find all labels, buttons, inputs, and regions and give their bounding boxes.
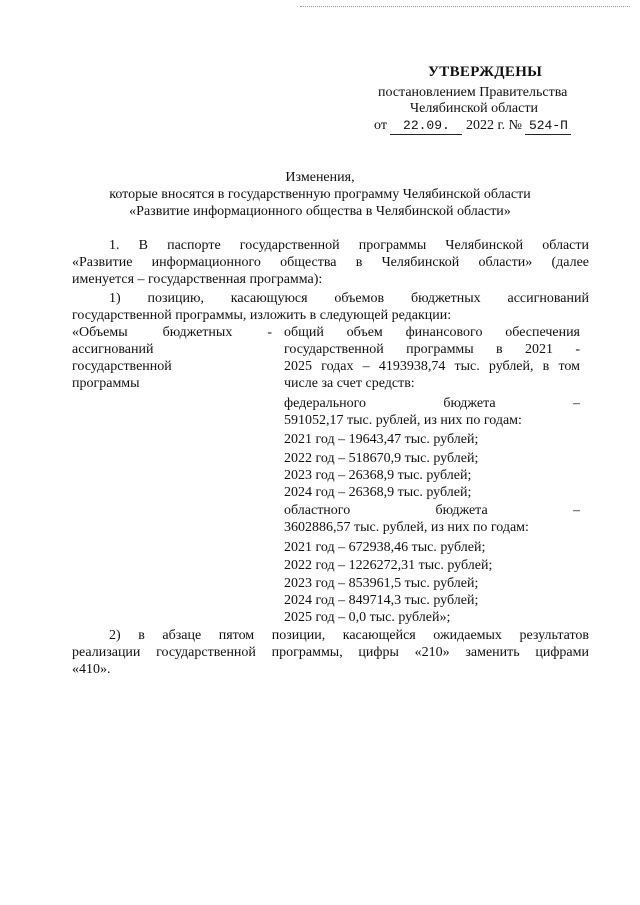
- approval-number: 524-П: [525, 118, 571, 135]
- table-right-line-14: 2022 год – 1226272,31 тыс. рублей;: [284, 558, 493, 573]
- table-right-line-8: 2022 год – 518670,9 тыс. рублей;: [284, 451, 479, 466]
- table-right-line-10: 2024 год – 26368,9 тыс. рублей;: [284, 485, 472, 500]
- table-right-line-5: федерального бюджета –: [284, 396, 580, 411]
- table-right-line-1: общий объем финансового обеспечения: [284, 325, 580, 340]
- item1-line-3: именуется – государственная программа):: [72, 272, 323, 287]
- table-right-line-3: 2025 годах – 4193938,74 тыс. рублей, в том: [284, 359, 580, 374]
- table-right-line-16: 2024 год – 849714,3 тыс. рублей;: [284, 593, 479, 608]
- table-right-line-9: 2023 год – 26368,9 тыс. рублей;: [284, 468, 472, 483]
- approval-from-prefix: от: [374, 118, 387, 133]
- sub2-line-3: «410».: [72, 662, 111, 677]
- table-left-line-1: «Объемы бюджетных -: [72, 325, 272, 340]
- table-right-line-17: 2025 год – 0,0 тыс. рублей»;: [284, 610, 451, 625]
- heading-line-2: которые вносятся в государственную программу Челябинской области: [109, 187, 531, 202]
- sub1-line-1: 1) позицию, касающуюся объемов бюджетных ассигнований: [109, 291, 589, 306]
- table-right-line-11: областного бюджета –: [284, 503, 580, 518]
- approval-title: УТВЕРЖДЕНЫ: [428, 64, 543, 80]
- sub2-line-2: реализации государственной программы, цифры «210» заменить цифрами: [72, 645, 589, 660]
- item1-line-2: «Развитие информационного общества в Челябинской области» (далее: [72, 255, 589, 270]
- table-left-line-2: ассигнований: [72, 342, 154, 357]
- table-right-line-12: 3602886,57 тыс. рублей, из них по годам:: [284, 520, 529, 535]
- table-right-line-7: 2021 год – 19643,47 тыс. рублей;: [284, 432, 479, 447]
- table-right-line-6: 591052,17 тыс. рублей, из них по годам:: [284, 413, 522, 428]
- table-right-line-15: 2023 год – 853961,5 тыс. рублей;: [284, 576, 479, 591]
- heading-line-1: Изменения,: [285, 170, 355, 185]
- approval-line-2: Челябинской области: [410, 101, 538, 116]
- approval-date-line: [374, 118, 571, 135]
- table-right-line-4: числе за счет средств:: [284, 376, 415, 391]
- table-left-line-4: программы: [72, 376, 140, 391]
- heading-line-3: «Развитие информационного общества в Челябинской области»: [129, 204, 511, 219]
- sub1-line-2: государственной программы, изложить в следующей редакции:: [72, 308, 452, 323]
- approval-line-1: постановлением Правительства: [378, 85, 568, 100]
- table-left-line-3: государственной: [72, 359, 172, 374]
- table-right-line-13: 2021 год – 672938,46 тыс. рублей;: [284, 540, 486, 555]
- item1-line-1: 1. В паспорте государственной программы Челябинской области: [109, 238, 589, 253]
- scan-edge-line: [300, 6, 630, 7]
- approval-date: 22.09.: [390, 118, 462, 135]
- sub2-line-1: 2) в абзаце пятом позиции, касающейся ожидаемых результатов: [109, 628, 589, 643]
- table-right-line-2: государственной программы в 2021 -: [284, 342, 580, 357]
- approval-year: 2022 г. №: [465, 118, 522, 133]
